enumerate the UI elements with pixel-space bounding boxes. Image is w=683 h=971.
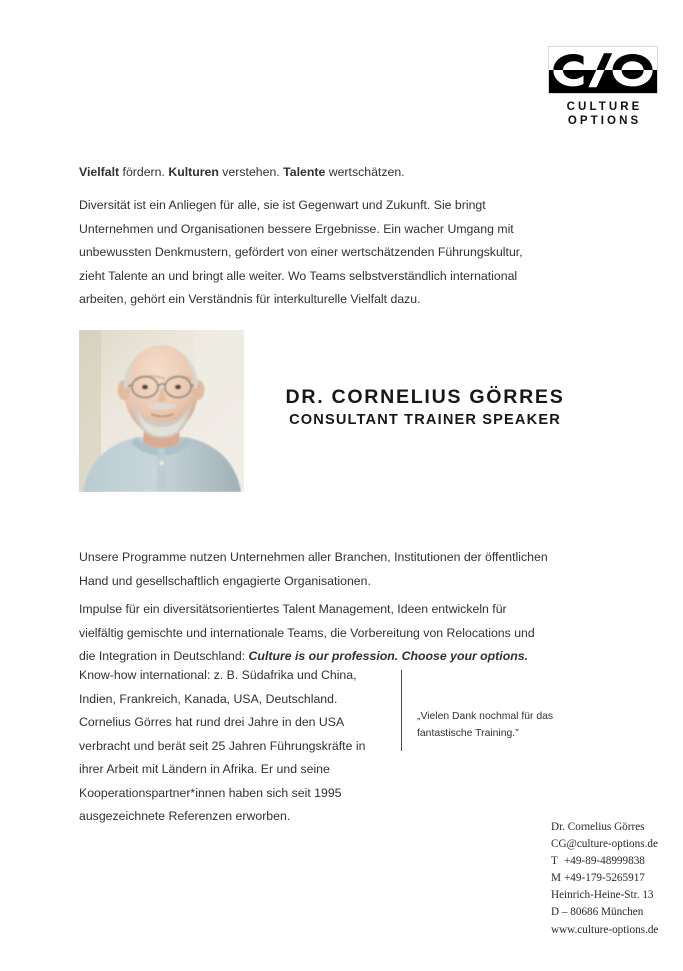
logo-wordmark-line-2: OPTIONS bbox=[567, 115, 642, 127]
impulse-tagline: Culture is our profession. Choose your options. bbox=[248, 649, 528, 664]
contact-phone: +49-89-48999838 bbox=[564, 855, 645, 868]
logo-co-glyph-icon bbox=[549, 47, 657, 93]
contact-footer bbox=[551, 819, 671, 939]
person-identity bbox=[280, 385, 570, 429]
paragraph-impulse bbox=[79, 598, 551, 669]
headline-text-2: verstehen. bbox=[218, 165, 284, 180]
paragraph-programs: Unsere Programme nutzen Unternehmen aller Branchen, Institutionen der öffentlichen Hand und gesellschaftlich engagierte Organisationen. bbox=[79, 550, 548, 588]
contact-website[interactable]: www.culture-options.de bbox=[551, 923, 659, 936]
paragraph-intro: Diversität ist ein Anliegen für alle, sie ist Gegenwart und Zukunft. Sie bringt Unternehmen und Organisationen bessere Ergebnisse. Ein wacher Umgang mit unbewussten Denkmustern, gefördert von einer wertschätzenden Führungskultur, zieht Talente an und bringt alle weiter. Wo Teams selbstverständlich international arbeiten, gehört ein Verständnis für interkulturelle Vielfalt dazu. bbox=[79, 198, 523, 307]
contact-mobile: +49-179-5265917 bbox=[564, 872, 645, 885]
logo-mark-co bbox=[548, 46, 658, 94]
logo-wordmark bbox=[548, 100, 658, 128]
headline-bold-3: Talente bbox=[283, 165, 326, 180]
logo-wordmark-line-1: CULTURE bbox=[566, 101, 643, 113]
contact-email[interactable]: CG@culture-options.de bbox=[551, 838, 658, 851]
contact-name: Dr. Cornelius Görres bbox=[551, 821, 645, 833]
person-name: DR. CORNELIUS GÖRRES bbox=[285, 386, 565, 408]
contact-street: Heinrich-Heine-Str. 13 bbox=[551, 889, 654, 902]
brand-logo bbox=[548, 46, 658, 128]
headline-bold-2: Kulturen bbox=[168, 165, 219, 180]
pull-quote-text: „Vielen Dank nochmal für das fantastische Training.” bbox=[417, 711, 554, 739]
contact-mobile-row bbox=[551, 870, 671, 887]
headline-text-3: wertschätzen. bbox=[325, 165, 405, 180]
impulse-lead-text: Impulse für ein diversitätsorientiertes Talent Management, Ideen entwickeln für vielfältig gemischte und internationale Teams, die Vorbereitung von Relocations und die Integration in Deutschland: bbox=[79, 602, 535, 664]
headline-text-1: fördern. bbox=[119, 165, 169, 180]
contact-city: D – 80686 München bbox=[551, 906, 644, 919]
contact-mobile-label: M bbox=[551, 872, 561, 885]
paragraph-knowhow: Know-how international: z. B. Südafrika und China, Indien, Frankreich, Kanada, USA, Deutschland. Cornelius Görres hat rund drei Jahre in den USA verbracht und berät seit 25 Jahren Führungskräfte in ihrer Arbeit mit Ländern in Afrika. Er und seine Kooperationspartner*innen haben sich seit 1995 ausgezeichnete Referenzen erworben. bbox=[79, 668, 366, 824]
contact-phone-row bbox=[551, 853, 671, 870]
portrait-photo bbox=[79, 330, 244, 492]
headline-bold-1: Vielfalt bbox=[79, 165, 120, 180]
contact-phone-label: T bbox=[551, 855, 558, 868]
person-role: CONSULTANT TRAINER SPEAKER bbox=[289, 412, 561, 428]
page-headline bbox=[79, 164, 549, 181]
pull-quote-divider bbox=[401, 670, 402, 751]
